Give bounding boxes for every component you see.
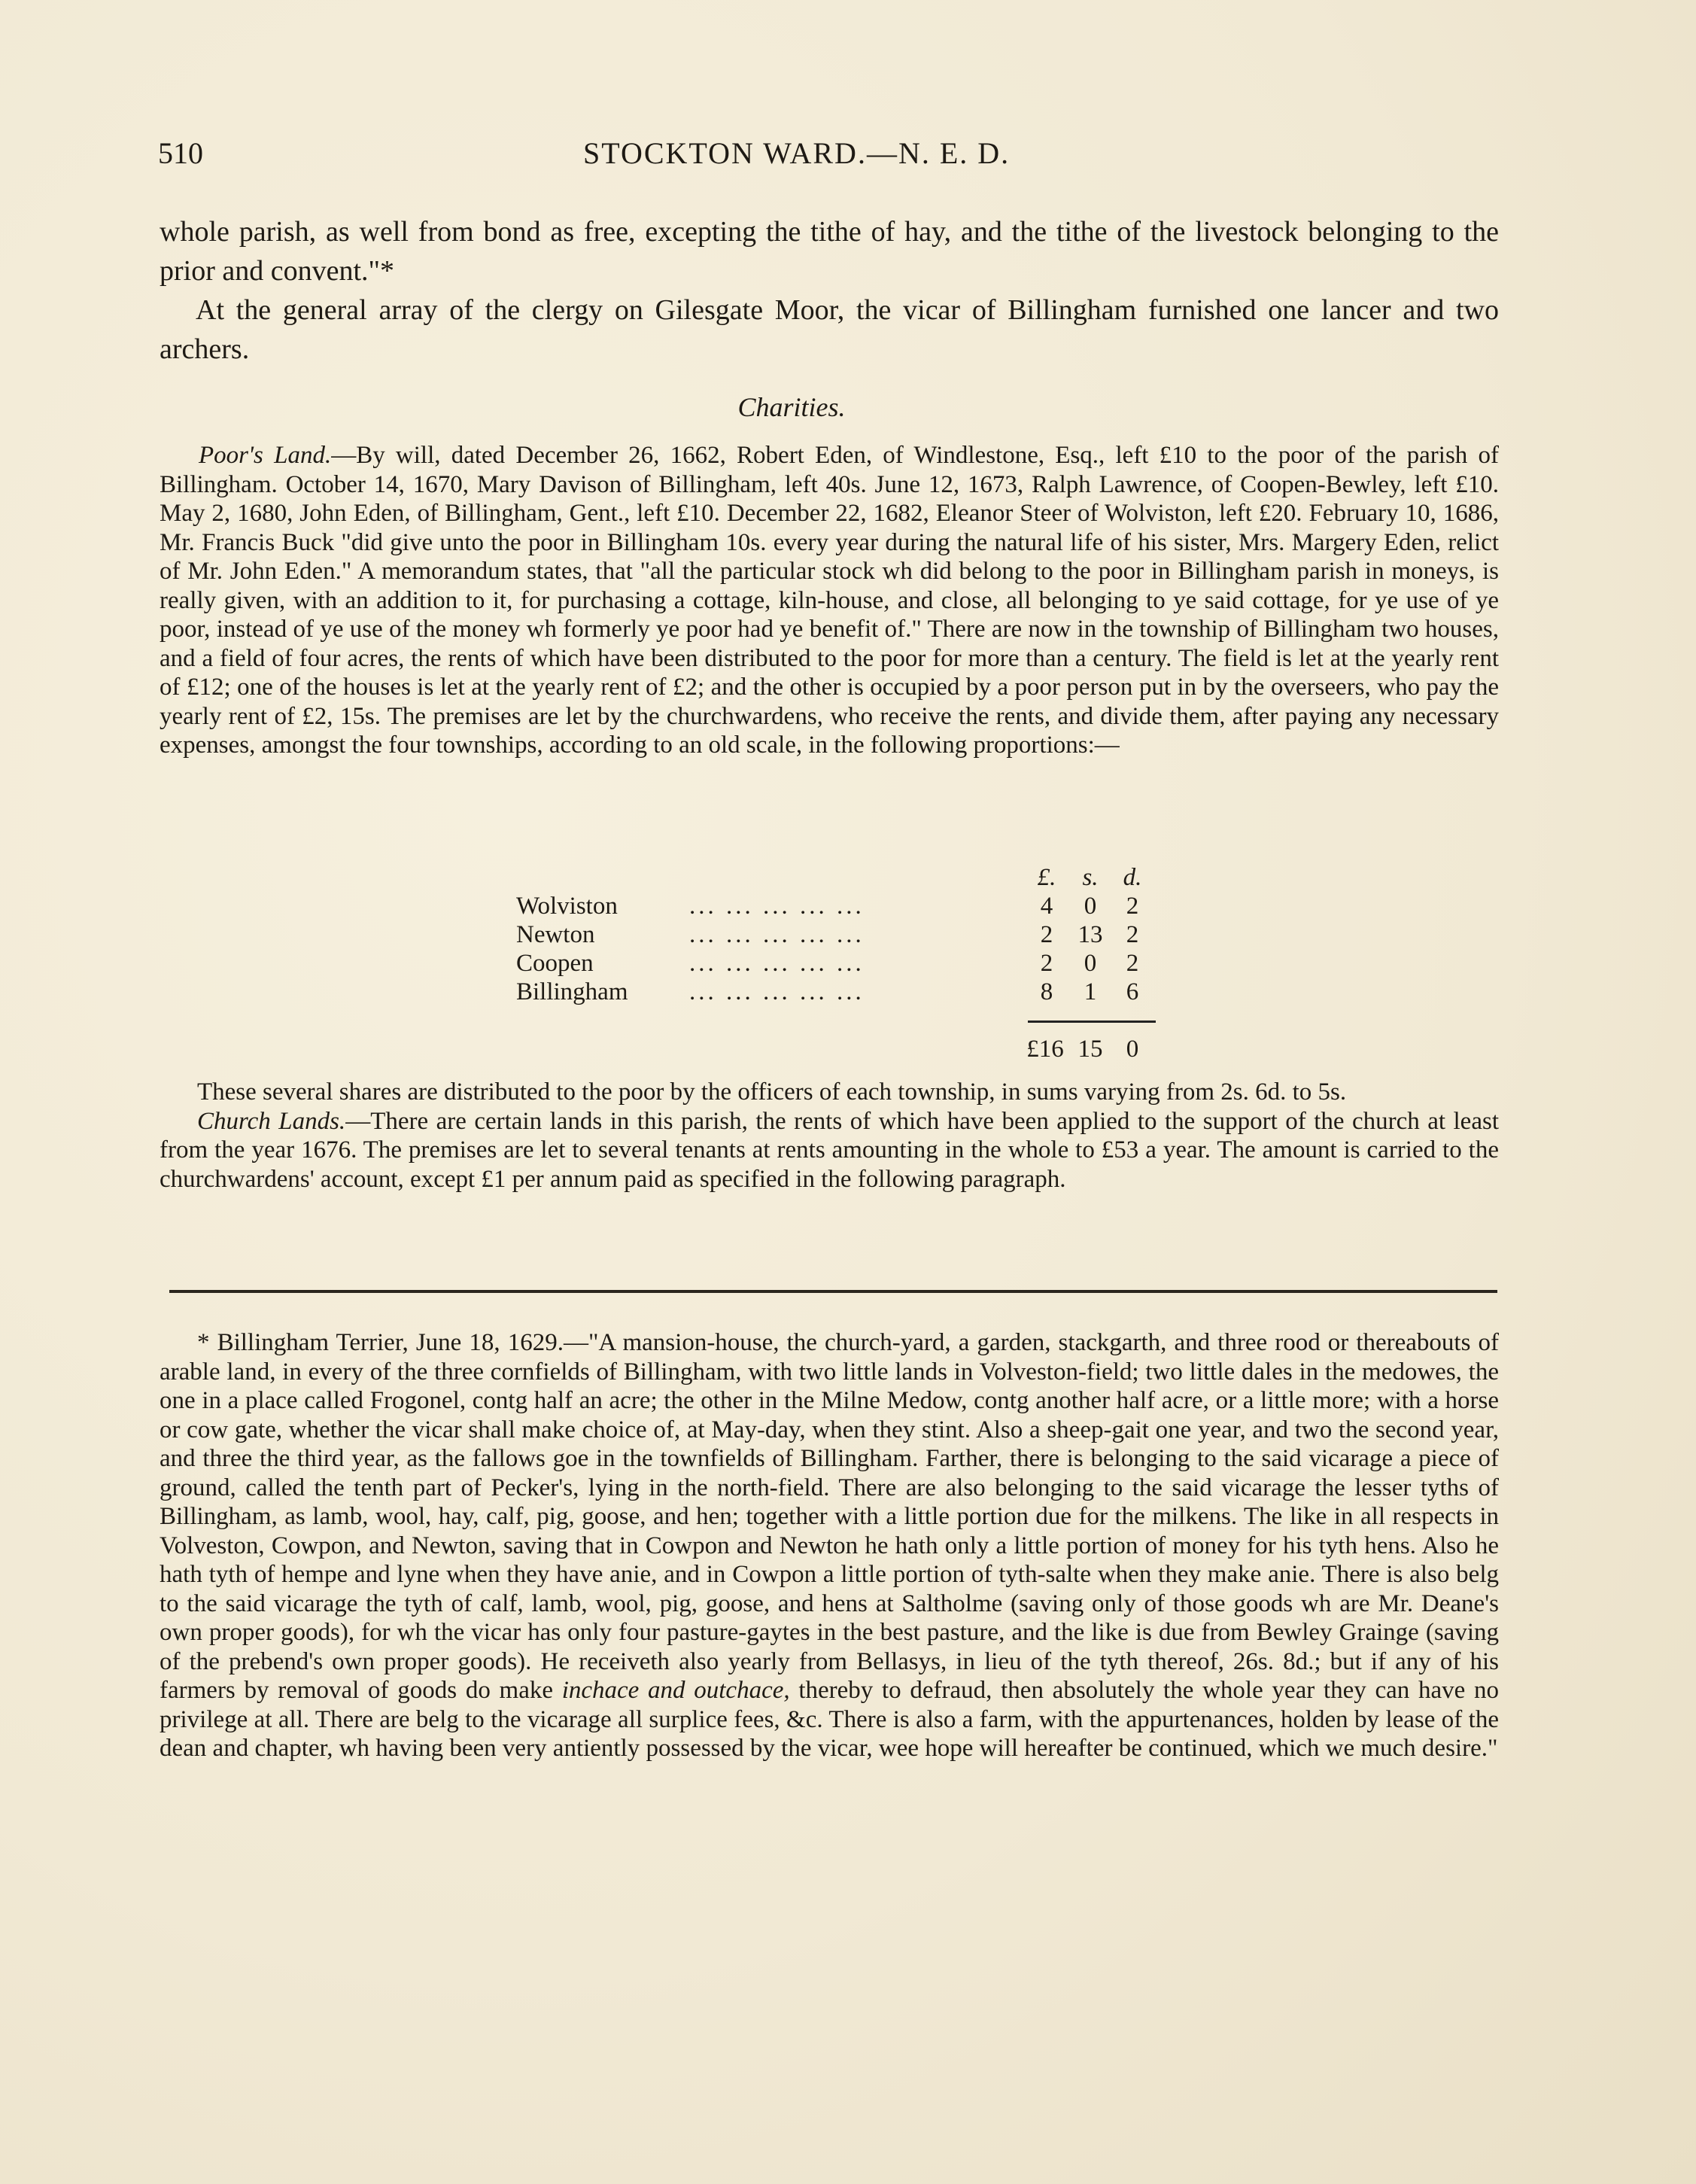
running-head: STOCKTON WARD.—N. E. D. bbox=[583, 136, 1011, 170]
township-name: Newton bbox=[516, 921, 595, 948]
church-lands-paragraph bbox=[160, 1107, 1499, 1194]
leader-dots: ... ... ... ... ... bbox=[689, 893, 865, 920]
total-shillings: 15 bbox=[1077, 1036, 1103, 1063]
leader-dots: ... ... ... ... ... bbox=[689, 978, 865, 1005]
footnote-paragraph bbox=[160, 1328, 1499, 1763]
shillings-value: 1 bbox=[1084, 978, 1097, 1005]
intro-text bbox=[160, 212, 1499, 369]
total-pence: 0 bbox=[1126, 1036, 1139, 1063]
leader-dots: ... ... ... ... ... bbox=[689, 950, 865, 977]
pounds-value: 8 bbox=[1040, 978, 1053, 1005]
page-header bbox=[158, 135, 1512, 181]
township-name: Wolviston bbox=[516, 893, 618, 920]
pounds-value: 2 bbox=[1040, 921, 1053, 948]
poors-land-text: —By will, dated December 26, 1662, Robert Eden, of Windlestone, Esq., left £10 to the poor of the parish of Billingham. October 14, 1670, Mary Davison of Billingham, left 40s. June 12, 1673, Ralph Lawrence, of Coopen-Bewley, left £10. May 2, 1680, John Eden, of Billingham, Gent., left £10. December 22, 1682, Eleanor Steer of Wolviston, left £20. February 10, 1686, Mr. Francis Buck "did give unto the poor in Billingham 10s. every year during the natural life of his sister, Mrs. Margery Eden, relict of Mr. John Eden." A memorandum states, that "all the particular stock wh did belong to the poor in Billingham parish in moneys, is really given, with an addition to it, for purchasing a cottage, kiln-house, and close, all belonging to ye said cottage, for ye use of ye poor, instead of ye use of the money wh formerly ye poor had ye benefit of." There are now in the township of Billingham two houses, and a field of four acres, the rents of which have been distributed to the poor for more than a century. The field is let at the yearly rent of £12; one of the houses is let at the yearly rent of £2; and the other is occupied by a poor person put in by the overseers, who pay the yearly rent of £2, 15s. The premises are let by the churchwardens, who receive the rents, and divide them, after paying any necessary expenses, amongst the four townships, according to an old scale, in the following proportions:— bbox=[160, 442, 1499, 759]
leader-dots: ... ... ... ... ... bbox=[689, 921, 865, 948]
table-row bbox=[516, 978, 1193, 1007]
page-number: 510 bbox=[158, 136, 203, 170]
church-lands-section bbox=[160, 1078, 1499, 1194]
intro-paragraph-1: whole parish, as well from bond as free, excepting the tithe of hay, and the tithe of the livestock belonging to the prior and convent."* bbox=[160, 216, 1499, 287]
pence-header: d. bbox=[1123, 864, 1142, 891]
table-total-row bbox=[516, 1036, 1193, 1064]
pence-value: 6 bbox=[1126, 978, 1139, 1005]
footnote-text-b: thereby to defraud, then absolutely the whole year they can have no privilege at all. There are belg to the vicarage all surplice fees, &c. There is also a farm, with the appurtenances, holden by lease of the dean and chapter, wh having been very antiently possessed by the vicar, wee hope will hereafter be continued, which we much desire." bbox=[160, 1677, 1499, 1762]
table-row bbox=[516, 893, 1193, 921]
poors-land-paragraph bbox=[160, 441, 1499, 760]
church-lands-label: Church Lands. bbox=[197, 1107, 346, 1135]
section-heading bbox=[0, 391, 1696, 423]
poors-land-label: Poor's Land. bbox=[199, 442, 332, 469]
table-row bbox=[516, 921, 1193, 950]
intro-paragraph-2: At the general array of the clergy on Gilesgate Moor, the vicar of Billingham furnished one lancer and two archers. bbox=[160, 294, 1499, 365]
pence-value: 2 bbox=[1126, 950, 1139, 977]
township-name: Billingham bbox=[516, 978, 628, 1005]
church-lands-text: —There are certain lands in this parish, the rents of which have been applied to the support of the church at least from the year 1676. The premises are let to several tenants at rents amounting in the whole to £53 a year. The amount is carried to the churchwardens' account, except £1 per annum paid as specified in the following paragraph. bbox=[160, 1107, 1499, 1193]
charities-heading: Charities. bbox=[737, 392, 846, 422]
shillings-value: 0 bbox=[1084, 950, 1097, 977]
township-name: Coopen bbox=[516, 950, 594, 977]
table-row bbox=[516, 950, 1193, 978]
pence-value: 2 bbox=[1126, 893, 1139, 920]
pounds-value: 4 bbox=[1040, 893, 1053, 920]
shillings-value: 13 bbox=[1077, 921, 1103, 948]
shares-paragraph: These several shares are distributed to the poor by the officers of each township, in sums varying from 2s. 6d. to 5s. bbox=[197, 1078, 1347, 1106]
pence-value: 2 bbox=[1126, 921, 1139, 948]
shillings-value: 0 bbox=[1084, 893, 1097, 920]
footnote-divider bbox=[169, 1290, 1497, 1293]
poors-land-section bbox=[160, 441, 1499, 760]
total-rule bbox=[1028, 1021, 1156, 1023]
pounds-header: £. bbox=[1037, 864, 1056, 891]
footnote bbox=[160, 1328, 1499, 1763]
pounds-value: 2 bbox=[1040, 950, 1053, 977]
total-pounds: £16 bbox=[1026, 1036, 1064, 1063]
footnote-italic-phrase: inchace and outchace, bbox=[561, 1677, 790, 1704]
shillings-header: s. bbox=[1082, 864, 1099, 891]
footnote-text-a: * Billingham Terrier, June 18, 1629.—"A mansion-house, the church-yard, a garden, stackgarth, and three rood or thereabouts of arable land, in every of the three cornfields of Billingham, with two little lands in Volveston-field; two little dales in the medowes, the one in a place called Frogonel, contg half an acre; the other in the Milne Medow, contg another half acre, or a little more; with a horse or cow gate, whether the vicar shall make choice of, at May-day, when they stint. Also a sheep-gait one year, and two the second year, and three the third year, as the fallows goe in the townfields of Billingham. Farther, there is belonging to the said vicarage a piece of ground, called the tenth part of Pecker's, lying in the north-field. There are also belonging to the said vicarage the lesser tyths of Billingham, as lamb, wool, hay, calf, pig, goose, and hen; together with a little portion due for the milkens. The like in all respects in Volveston, Cowpon, and Newton, saving that in Cowpon and Newton he hath only a little portion of money for his tyth hens. Also he hath tyth of hempe and lyne when they have anie, and in Cowpon a little portion of tyth-salte when they make anie. There is also belg to the said vicarage the tyth of calf, lamb, wool, pig, goose, and hens at Saltholme (saving only of those goods wh are Mr. Deane's own proper goods), for wh the vicar has only four pasture-gaytes in the best pasture, and the like is due from Bewley Grainge (saving of the prebend's own proper goods). He receiveth also yearly from Bellasys, in lieu of the tyth thereof, 26s. 8d.; but if any of his farmers by removal of goods do make bbox=[160, 1329, 1499, 1704]
